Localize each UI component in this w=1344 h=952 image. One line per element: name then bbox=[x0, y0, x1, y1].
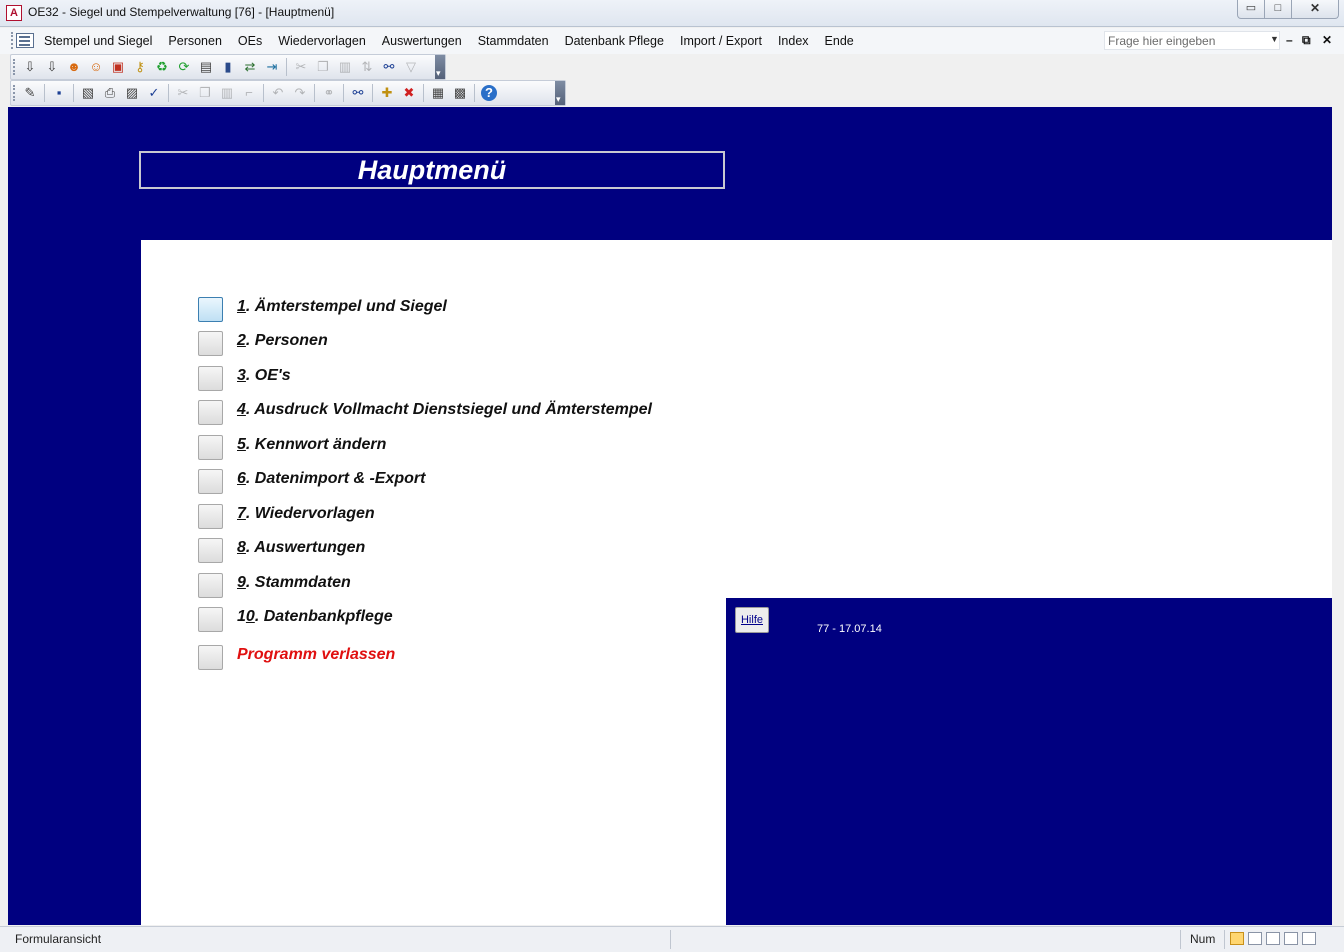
access-key: 1 bbox=[237, 298, 246, 315]
key-icon[interactable]: ⚷ bbox=[135, 59, 145, 74]
menu-button-3[interactable] bbox=[198, 366, 223, 391]
status-divider bbox=[1180, 930, 1181, 949]
toolbar-records bbox=[10, 54, 446, 80]
menu-text: . Auswertungen bbox=[245, 539, 366, 556]
hilfe-button[interactable]: Hilfe bbox=[735, 607, 769, 633]
person-add-icon[interactable]: ☺ bbox=[89, 59, 103, 74]
toolbar-separator bbox=[423, 84, 424, 102]
status-divider bbox=[670, 930, 671, 949]
menu-button-6[interactable] bbox=[198, 469, 223, 494]
toolbar-separator bbox=[73, 84, 74, 102]
recycle-icon[interactable]: ♻ bbox=[156, 59, 168, 74]
menu-label-3[interactable] bbox=[237, 366, 291, 386]
menu-items bbox=[36, 28, 862, 54]
maximize-button[interactable]: □ bbox=[1264, 0, 1292, 19]
access-key: 5 bbox=[237, 436, 246, 453]
view-switcher bbox=[1230, 932, 1320, 945]
menu-text: . Stammdaten bbox=[245, 574, 351, 591]
menu-label-9[interactable] bbox=[237, 573, 351, 593]
title-bar bbox=[0, 0, 1344, 27]
menu-label-6[interactable] bbox=[237, 469, 425, 489]
menu-number bbox=[237, 470, 246, 487]
toolbar-grip[interactable] bbox=[13, 85, 17, 101]
exit-icon[interactable]: ⇥ bbox=[266, 59, 278, 74]
toolbar-separator bbox=[314, 84, 315, 102]
cut-icon[interactable]: ✂ bbox=[177, 85, 189, 100]
status-bar bbox=[0, 926, 1344, 952]
book-icon[interactable]: ▮ bbox=[224, 59, 232, 74]
copy-icon[interactable]: ❐ bbox=[199, 85, 211, 100]
menu-label-5[interactable] bbox=[237, 435, 386, 455]
toolbar-separator bbox=[343, 84, 344, 102]
help-dropdown-icon[interactable]: ▼ bbox=[1270, 34, 1279, 44]
menu-datenbank-pflege[interactable]: Datenbank Pflege bbox=[564, 34, 664, 48]
menu-text: . Wiedervorlagen bbox=[245, 505, 375, 522]
menu-number bbox=[237, 608, 255, 625]
menu-button-2[interactable] bbox=[198, 331, 223, 356]
page-title: Hauptmenü bbox=[357, 155, 507, 185]
form-view-icon[interactable] bbox=[1230, 932, 1244, 945]
menu-number bbox=[237, 505, 246, 522]
close-button[interactable]: ✕ bbox=[1291, 0, 1339, 19]
menu-button-5[interactable] bbox=[198, 435, 223, 460]
print-icon[interactable]: ⎙ bbox=[104, 85, 116, 100]
export-arrow-icon[interactable]: ⇩ bbox=[46, 59, 58, 74]
menu-stammdaten[interactable]: Stammdaten bbox=[477, 34, 549, 48]
design-view-icon[interactable]: ✎ bbox=[24, 85, 36, 100]
toolbar-separator bbox=[168, 84, 169, 102]
binoculars-icon[interactable]: ⚯ bbox=[383, 59, 395, 74]
form-workspace bbox=[8, 107, 1332, 925]
mdi-restore-button[interactable]: ⧉ bbox=[1302, 33, 1311, 47]
pivottable-view-icon[interactable] bbox=[1266, 932, 1280, 945]
menu-text: . Datenimport & -Export bbox=[245, 470, 426, 487]
menu-number bbox=[237, 436, 246, 453]
exit-button[interactable] bbox=[198, 645, 223, 670]
window-title: OE32 - Siegel und Stempelverwaltung [76] - [Hauptmenü] bbox=[28, 5, 335, 19]
menu-number bbox=[237, 539, 246, 556]
menu-auswertungen[interactable]: Auswertungen bbox=[381, 34, 462, 48]
menu-text: . Datenbankpflege bbox=[254, 608, 393, 625]
menu-number bbox=[237, 332, 246, 349]
exit-label[interactable]: Programm verlassen bbox=[237, 646, 396, 663]
version-label: 77 - 17.07.14 bbox=[817, 623, 882, 635]
toolbar-grip[interactable] bbox=[13, 59, 17, 75]
menu-text: . Personen bbox=[245, 332, 328, 349]
title-frame bbox=[139, 151, 725, 189]
status-view-mode: Formularansicht bbox=[15, 932, 102, 946]
menu-button-1[interactable] bbox=[198, 297, 223, 322]
status-divider bbox=[1224, 930, 1225, 949]
import-arrow-icon[interactable]: ⇩ bbox=[24, 59, 36, 74]
pivotchart-view-icon[interactable] bbox=[1284, 932, 1298, 945]
menu-button-10[interactable] bbox=[198, 607, 223, 632]
menu-label-4[interactable] bbox=[237, 400, 652, 420]
person-icon[interactable]: ☻ bbox=[67, 59, 81, 74]
menu-text: . Ausdruck Vollmacht Dienstsiegel und Ämterstempel bbox=[245, 401, 652, 418]
toolbar-separator bbox=[263, 84, 264, 102]
menu-wiedervorlagen[interactable]: Wiedervorlagen bbox=[278, 34, 366, 48]
access-app-icon[interactable]: A bbox=[6, 5, 22, 21]
menu-button-7[interactable] bbox=[198, 504, 223, 529]
menu-oes[interactable]: OEs bbox=[237, 34, 263, 48]
new-object-icon[interactable]: ▩ bbox=[453, 85, 467, 100]
paste-icon[interactable]: ▥ bbox=[338, 59, 352, 74]
minimize-button[interactable]: ▭ bbox=[1237, 0, 1265, 19]
menu-personen[interactable]: Personen bbox=[168, 34, 222, 48]
info-panel bbox=[726, 598, 1332, 925]
toolbar-form-view bbox=[10, 80, 566, 106]
toolbar-options-button[interactable] bbox=[435, 55, 445, 79]
toolbar2-icons bbox=[19, 84, 500, 102]
toolbar-separator bbox=[286, 58, 287, 76]
toolbar-options-button[interactable] bbox=[555, 81, 565, 105]
copy-icon[interactable]: ❐ bbox=[317, 59, 329, 74]
help-icon[interactable]: ? bbox=[481, 85, 497, 101]
datasheet-view-icon[interactable] bbox=[1248, 932, 1262, 945]
document-icon[interactable]: ▤ bbox=[199, 59, 213, 74]
menu-number bbox=[237, 298, 246, 315]
menu-text: . OE's bbox=[245, 367, 291, 384]
redo-icon[interactable]: ↷ bbox=[294, 85, 306, 100]
refresh-icon[interactable]: ⟳ bbox=[178, 59, 190, 74]
page-preview-icon[interactable]: ▨ bbox=[125, 85, 139, 100]
box-icon[interactable]: ▣ bbox=[111, 59, 125, 74]
access-key: 0 bbox=[245, 608, 255, 625]
help-search-input[interactable]: Frage hier eingeben bbox=[1104, 31, 1280, 50]
menu-stempel-und-siegel[interactable]: Stempel und Siegel bbox=[44, 34, 153, 48]
menu-label-8[interactable] bbox=[237, 538, 365, 558]
menu-number bbox=[237, 401, 246, 418]
toolbar-separator bbox=[372, 84, 373, 102]
exchange-icon[interactable]: ⇄ bbox=[244, 59, 256, 74]
menu-text: . Kennwort ändern bbox=[245, 436, 387, 453]
menu-number bbox=[237, 367, 246, 384]
cut-icon[interactable]: ✂ bbox=[295, 59, 307, 74]
access-key: 2 bbox=[237, 332, 246, 349]
menu-bar bbox=[0, 28, 1344, 54]
spellcheck-icon[interactable]: ✓ bbox=[148, 85, 160, 100]
menu-number bbox=[237, 574, 246, 591]
new-record-icon[interactable]: ✚ bbox=[381, 85, 393, 100]
design-view-icon[interactable] bbox=[1302, 932, 1316, 945]
save-icon[interactable]: ▪ bbox=[56, 85, 62, 100]
mdi-minimize-button[interactable]: – bbox=[1286, 33, 1293, 47]
access-key: 7 bbox=[237, 505, 246, 522]
mdi-close-button[interactable]: ✕ bbox=[1322, 33, 1333, 47]
toolbar-separator bbox=[44, 84, 45, 102]
menu-label-2[interactable] bbox=[237, 331, 328, 351]
menu-number-prefix: 1 bbox=[237, 608, 246, 625]
find-icon[interactable]: ⚯ bbox=[352, 85, 364, 100]
hyperlink-icon[interactable]: ⚭ bbox=[323, 85, 335, 100]
num-lock-indicator: Num bbox=[1190, 932, 1216, 946]
menu-button-8[interactable] bbox=[198, 538, 223, 563]
menu-label-10[interactable] bbox=[237, 607, 393, 627]
database-window-icon[interactable]: ▦ bbox=[431, 85, 445, 100]
access-key: 9 bbox=[237, 574, 246, 591]
menu-label-1[interactable] bbox=[237, 297, 447, 317]
menu-text: . Ämterstempel und Siegel bbox=[245, 298, 447, 315]
paste-icon[interactable]: ▥ bbox=[220, 85, 234, 100]
menu-button-9[interactable] bbox=[198, 573, 223, 598]
menu-ende[interactable]: Ende bbox=[824, 34, 854, 48]
menu-button-4[interactable] bbox=[198, 400, 223, 425]
toolbar-separator bbox=[474, 84, 475, 102]
undo-icon[interactable]: ↶ bbox=[272, 85, 284, 100]
access-key: 8 bbox=[237, 539, 246, 556]
menu-index[interactable]: Index bbox=[777, 34, 809, 48]
delete-record-icon[interactable]: ✖ bbox=[403, 85, 415, 100]
menu-label-7[interactable] bbox=[237, 504, 375, 524]
access-key: 4 bbox=[237, 401, 246, 418]
sort-icon[interactable]: ⇅ bbox=[361, 59, 373, 74]
filter-icon[interactable]: ▽ bbox=[406, 59, 416, 74]
print-preview-icon[interactable]: ▧ bbox=[81, 85, 95, 100]
form-icon[interactable] bbox=[16, 33, 34, 48]
menu-import-export[interactable]: Import / Export bbox=[679, 34, 762, 48]
format-painter-icon[interactable]: ⌐ bbox=[245, 85, 253, 100]
access-key: 3 bbox=[237, 367, 246, 384]
access-key: 6 bbox=[237, 470, 246, 487]
toolbar1-icons bbox=[19, 58, 422, 76]
